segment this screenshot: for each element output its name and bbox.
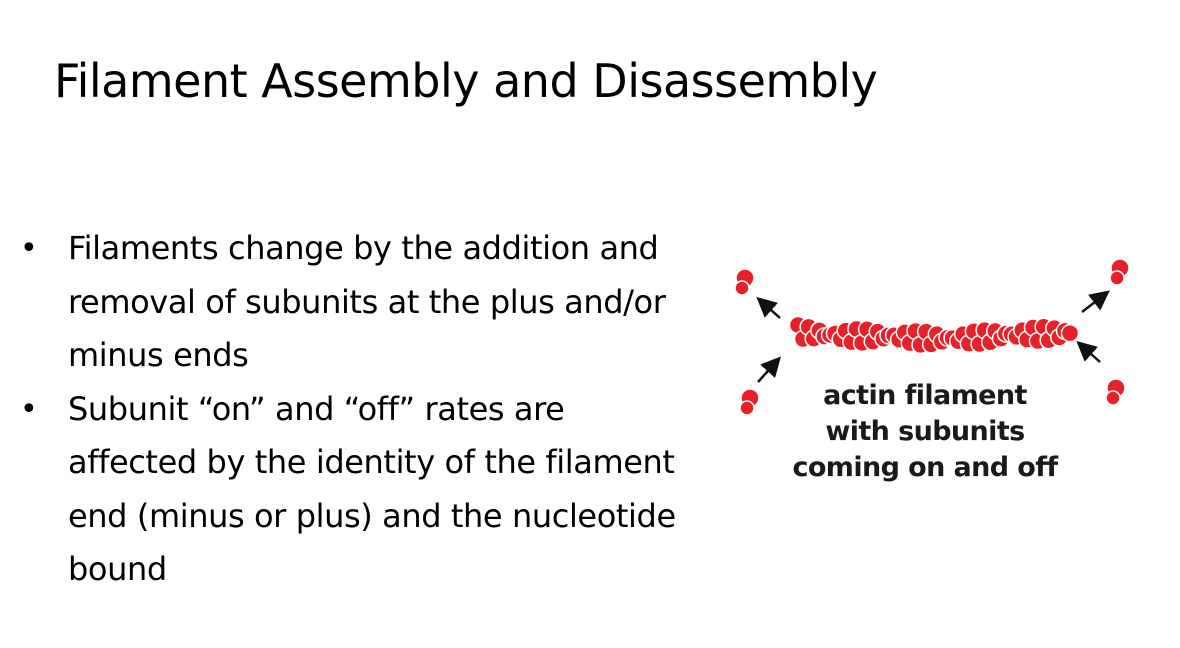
arrow-icon bbox=[762, 302, 780, 318]
filament-subunits bbox=[790, 317, 1079, 354]
actin-subunit bbox=[1106, 391, 1120, 405]
bullet-symbol: • bbox=[20, 231, 38, 266]
caption-line: coming on and off bbox=[792, 452, 1058, 483]
bullet-item bbox=[20, 383, 700, 597]
arrow-icon bbox=[1082, 346, 1100, 362]
slide-title: Filament Assembly and Disassembly bbox=[54, 54, 878, 108]
caption-line: with subunits bbox=[825, 416, 1025, 447]
actin-filament-figure bbox=[720, 250, 1140, 500]
bullet-list bbox=[20, 222, 700, 597]
bullet-text: Subunit “on” and “off” rates are affected by the identity of the filament end (minus or plus) and the nucleotide bound bbox=[68, 389, 676, 588]
actin-subunit bbox=[735, 281, 749, 295]
figure-caption bbox=[750, 378, 1100, 486]
caption-line: actin filament bbox=[823, 380, 1027, 411]
arrow-icon bbox=[1082, 295, 1104, 312]
bullet-item bbox=[20, 222, 700, 383]
actin-subunit bbox=[1062, 325, 1079, 342]
actin-subunit bbox=[1110, 271, 1124, 285]
bullet-symbol: • bbox=[20, 391, 38, 427]
bullet-text: Filaments change by the addition and removal of subunits at the plus and/or minus ends bbox=[68, 229, 666, 374]
